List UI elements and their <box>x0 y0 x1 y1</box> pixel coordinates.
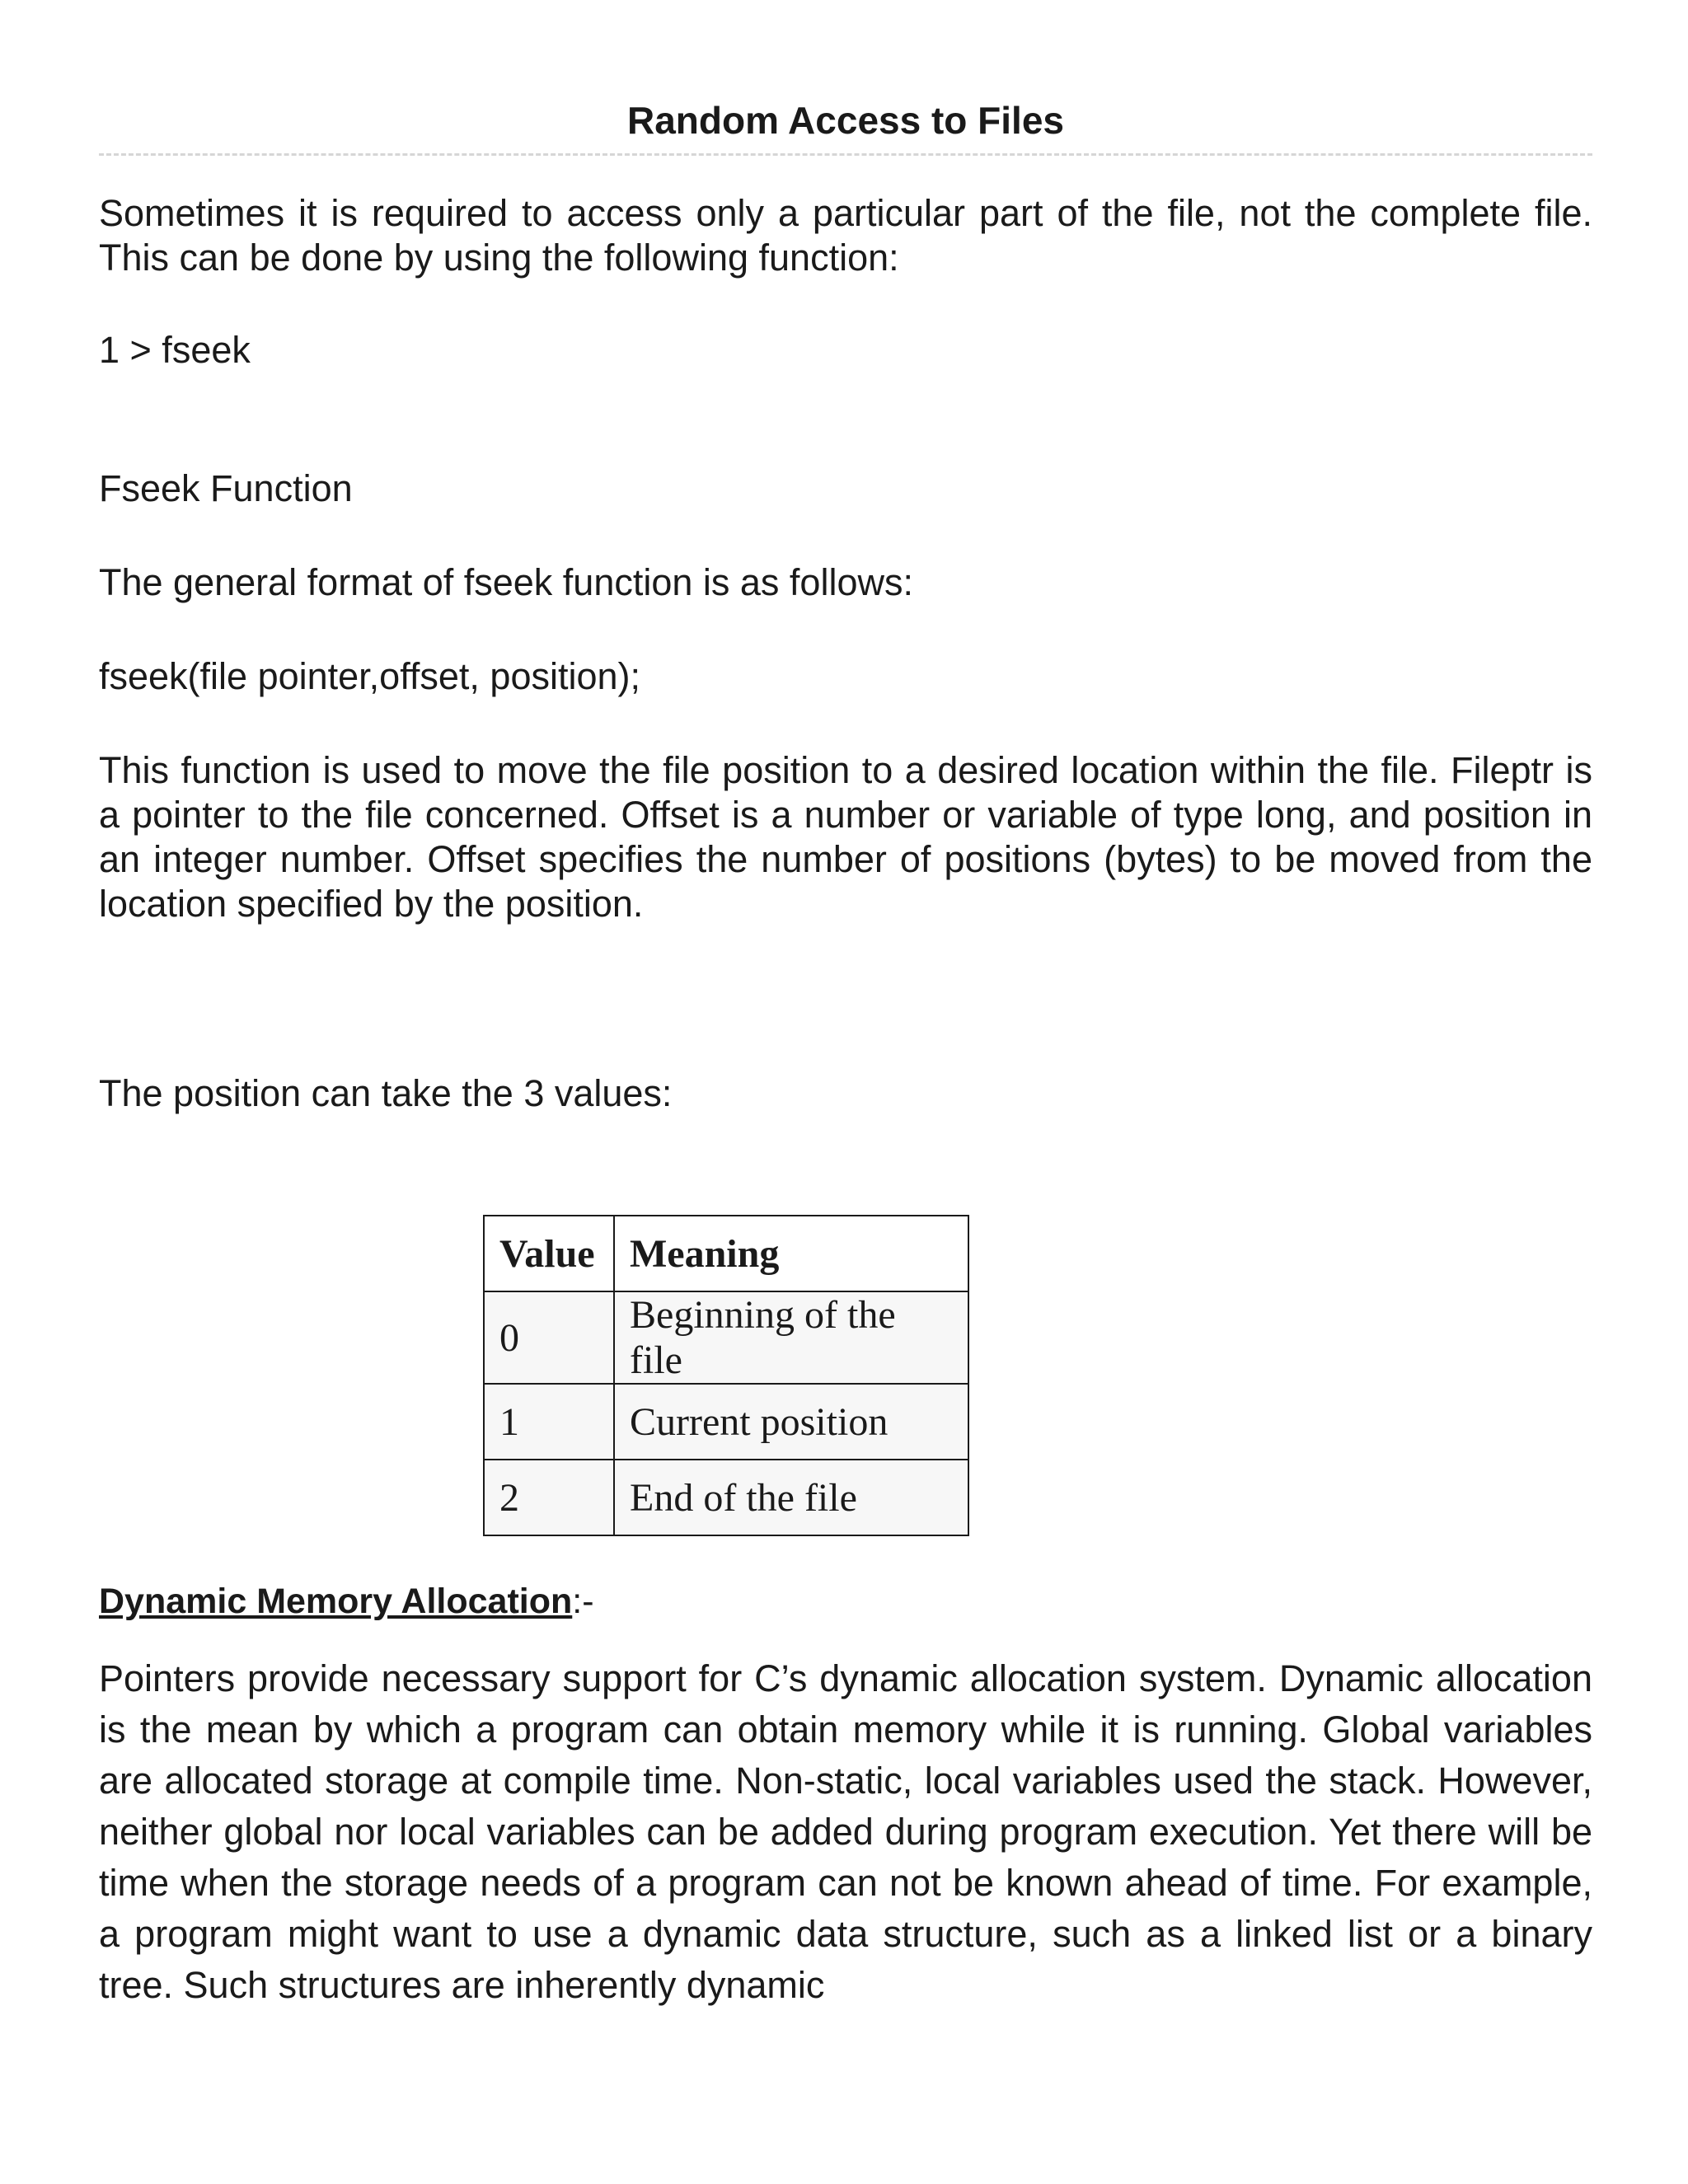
fseek-syntax: fseek(file pointer,offset, position); <box>99 655 641 697</box>
cell-meaning: Beginning of the file <box>614 1291 968 1384</box>
dynamic-memory-heading <box>99 1579 594 1624</box>
intro-paragraph: Sometimes it is required to access only a particular part of the file, not the complete file. This can be done by using the following function: <box>99 192 1592 279</box>
dynamic-memory-heading-text: Dynamic Memory Allocation <box>99 1582 573 1621</box>
page-title: Random Access to Files <box>626 99 1064 142</box>
cell-meaning: End of the file <box>614 1460 968 1535</box>
format-intro: The general format of fseek function is as follows: <box>99 561 913 603</box>
position-intro: The position can take the 3 values: <box>99 1072 673 1114</box>
table-header-row <box>484 1216 968 1291</box>
cell-value: 1 <box>484 1384 614 1460</box>
cell-meaning: Current position <box>614 1384 968 1460</box>
header-value: Value <box>484 1216 614 1291</box>
position-values-table <box>483 1215 969 1536</box>
table-row <box>484 1460 968 1535</box>
title-divider <box>99 153 1592 156</box>
cell-value: 2 <box>484 1460 614 1535</box>
table-row <box>484 1384 968 1460</box>
function-list-item: 1 > fseek <box>99 329 251 371</box>
fseek-description: This function is used to move the file position to a desired location within the file. Fileptr is a pointer to the file concerned. Offset is a number or variable of type long, and position in an integer number. Offset specifies the number of positions (bytes) to be moved from the location specified by the position. <box>99 749 1592 925</box>
dynamic-memory-paragraph: Pointers provide necessary support for C’s dynamic allocation system. Dynamic allocation is the mean by which a program can obtain memory while it is running. Global variables are allocated storage at compile time. Non-static, local variables used the stack. However, neither global nor local variables can be added during program execution. Yet there will be time when the storage needs of a program can not be known ahead of time. For example, a program might want to use a dynamic data structure, such as a linked list or a binary tree. Such structures are inherently dynamic <box>99 1657 1592 2006</box>
dynamic-memory-heading-suffix: :- <box>572 1582 594 1621</box>
fseek-heading: Fseek Function <box>99 467 353 509</box>
table-row <box>484 1291 968 1384</box>
header-meaning: Meaning <box>614 1216 968 1291</box>
cell-value: 0 <box>484 1291 614 1384</box>
